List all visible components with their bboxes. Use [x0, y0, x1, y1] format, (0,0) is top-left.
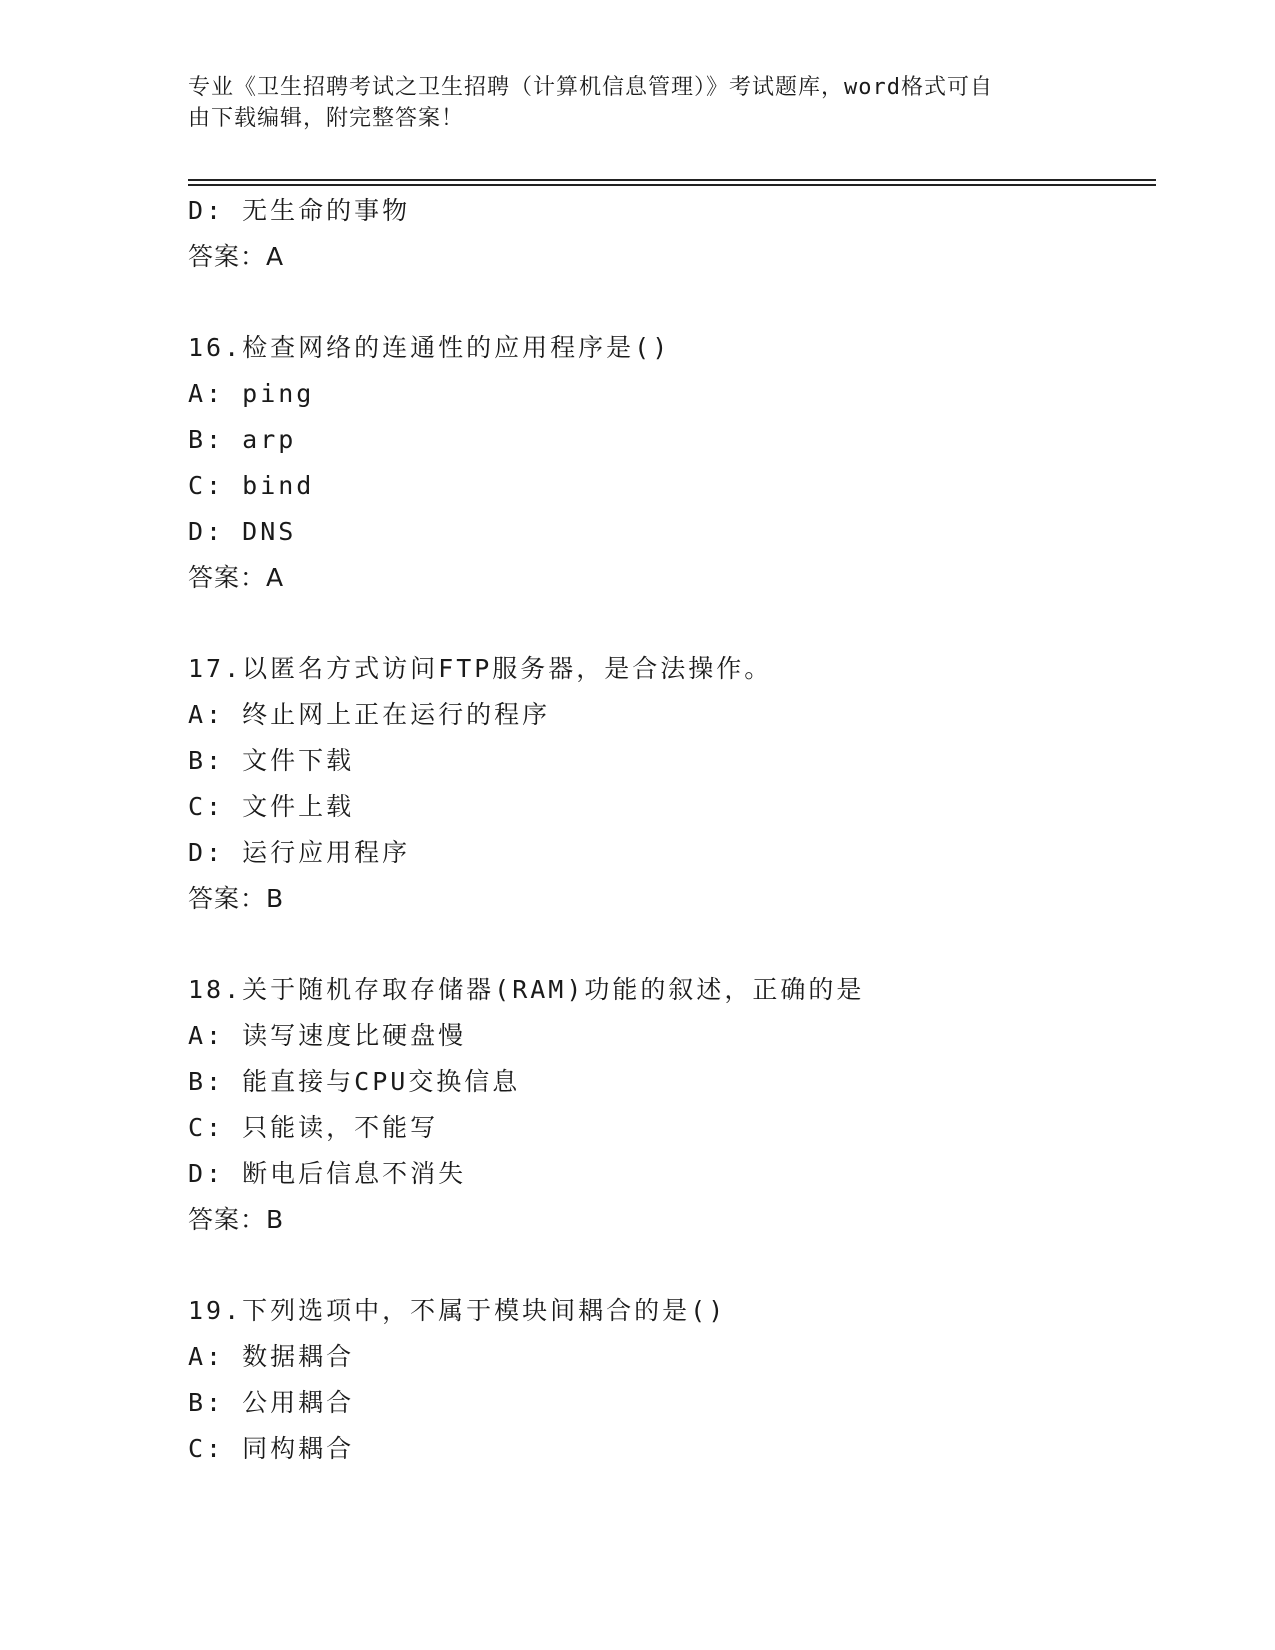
- answer-line: 答案：A: [188, 242, 285, 271]
- option-b: B: arp: [188, 425, 297, 454]
- option-c: C: 只能读，不能写: [188, 1113, 439, 1142]
- option-b: B: 能直接与CPU交换信息: [188, 1067, 521, 1096]
- question-stem: 17.以匿名方式访问FTP服务器，是合法操作。: [188, 654, 773, 683]
- question-18: [188, 967, 1156, 1243]
- question-16: [188, 325, 1156, 601]
- option-d: D: 断电后信息不消失: [188, 1159, 467, 1188]
- question-17: [188, 646, 1156, 922]
- question-stem: 19.下列选项中，不属于模块间耦合的是(): [188, 1296, 727, 1325]
- question-15-fragment: [188, 188, 1156, 280]
- option-c: C: 同构耦合: [188, 1434, 355, 1463]
- header-line-1: 专业《卫生招聘考试之卫生招聘（计算机信息管理）》考试题库，word格式可自: [188, 75, 993, 100]
- option-b: B: 文件下载: [188, 746, 355, 775]
- question-stem: 16.检查网络的连通性的应用程序是(): [188, 333, 671, 362]
- question-stem: 18.关于随机存取存储器(RAM)功能的叙述，正确的是: [188, 975, 865, 1004]
- option-d: D: 运行应用程序: [188, 838, 411, 867]
- header-line-2: 由下载编辑，附完整答案！: [188, 106, 465, 131]
- option-c: C: bind: [188, 471, 315, 500]
- option-a: A: 读写速度比硬盘慢: [188, 1021, 467, 1050]
- question-content: [188, 188, 1156, 1472]
- answer-line: 答案：B: [188, 1205, 285, 1234]
- option-b: B: 公用耦合: [188, 1388, 355, 1417]
- document-header: [188, 72, 1088, 134]
- question-19: [188, 1288, 1156, 1472]
- option-c: C: 文件上载: [188, 792, 355, 821]
- answer-line: 答案：A: [188, 563, 285, 592]
- option-a: A: 数据耦合: [188, 1342, 355, 1371]
- option-a: A: 终止网上正在运行的程序: [188, 700, 551, 729]
- option-d: D: DNS: [188, 517, 297, 546]
- option-a: A: ping: [188, 379, 315, 408]
- header-divider-top: [188, 179, 1156, 181]
- header-divider-bottom: [188, 184, 1156, 186]
- answer-line: 答案：B: [188, 884, 285, 913]
- option-d: D: 无生命的事物: [188, 196, 411, 225]
